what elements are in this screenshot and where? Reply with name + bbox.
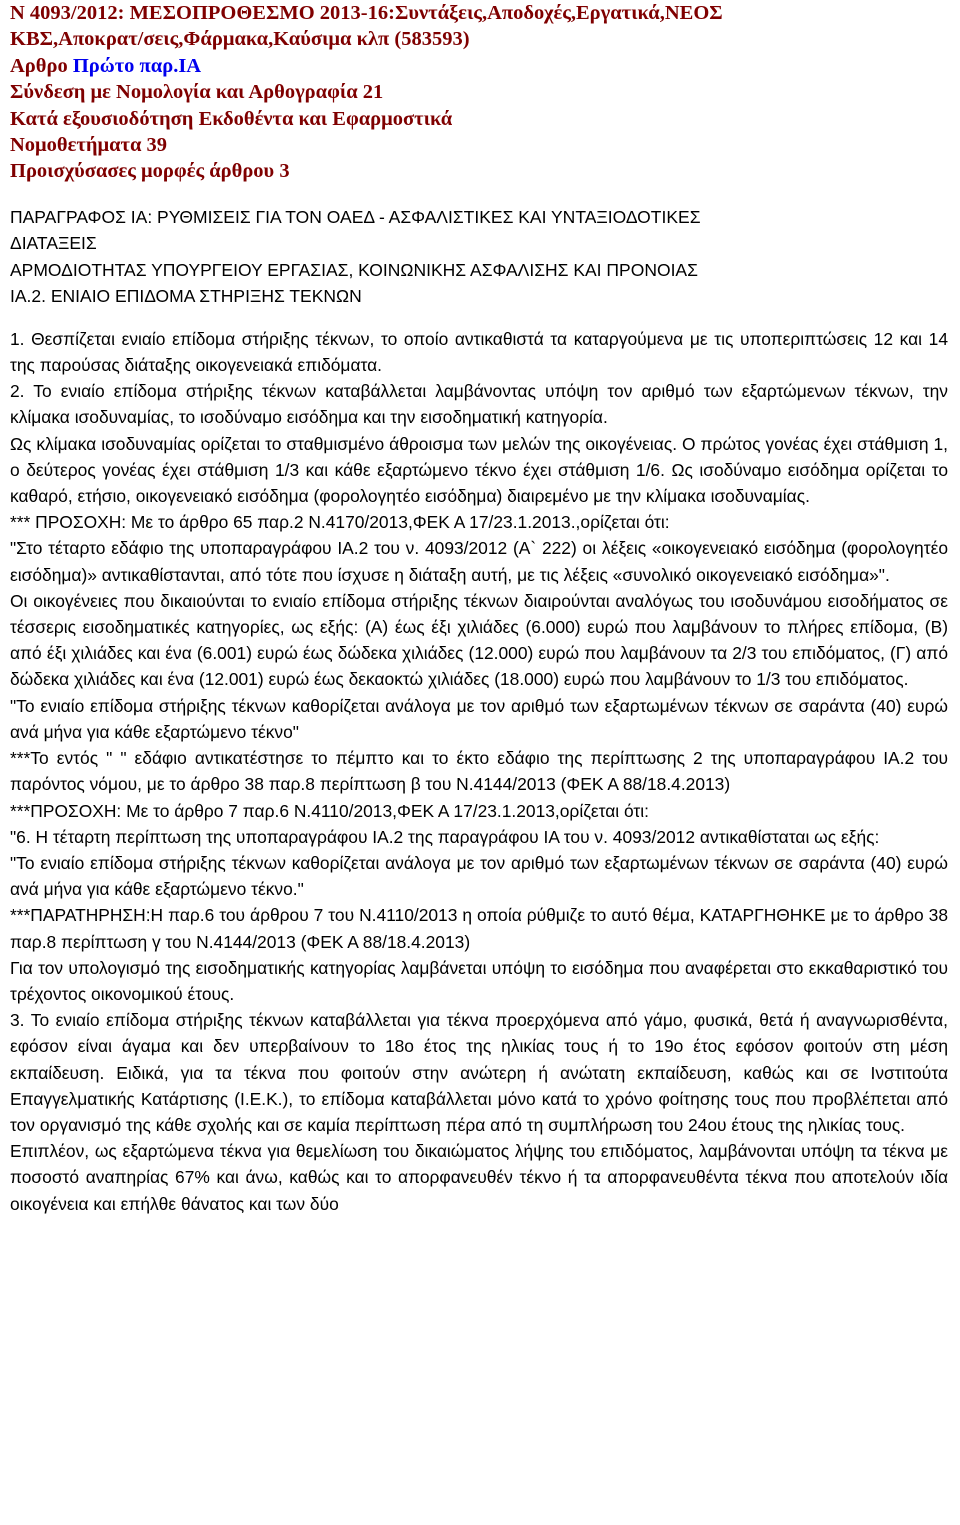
quoted-amendment-2-text: "Το ενιαίο επίδομα στήριξης τέκνων καθορίζεται ανάλογα με τον αριθμό των εξαρτωμένων τέκνων σε σαράντα (40) ευρώ ανά μήνα για κάθε εξαρτώμενο τέκνο." — [10, 852, 948, 900]
paragraph-dependent-children: Επιπλέον, ως εξαρτώμενα τέκνα για θεμελίωση του δικαιώματος λήψης του επιδόματος, λαμβάνονται υπόψη τα τέκνα με ποσοστό αναπηρίας 67% και άνω, καθώς και το απορφανευθέν τέκνο ή τα απορφανευθέντα τέκνα που αποτελούν ιδία οικογένεια και επήλθε θάνατος και των δύο — [10, 1141, 948, 1214]
observation-note: ***ΠΑΡΑΤΗΡΗΣΗ:Η παρ.6 του άρθρου 7 του Ν.4110/2013 η οποία ρύθμιζε το αυτό θέμα, ΚΑΤΑΡΓΗΘΗΚΕ με το άρθρο 38 παρ.8 περίπτωση γ του Ν.4144/2013 (ΦΕΚ Α 88/18.4.2013) — [10, 905, 948, 952]
article-link[interactable]: Πρώτο παρ.ΙΑ — [72, 54, 202, 77]
quoted-amount-clause: "Το ενιαίο επίδομα στήριξης τέκνων καθορίζεται ανάλογα με τον αριθμό των εξαρτωμένων τέκνων σε σαράντα (40) ευρώ ανά μήνα για κάθε εξαρτώμενο τέκνο" — [10, 695, 948, 742]
nomothetimata-link[interactable]: Νομοθετήματα 39 — [10, 134, 168, 157]
article-prefix: Αρθρο — [10, 54, 73, 77]
attention-note-1: *** ΠΡΟΣΟΧΗ: Με το άρθρο 65 παρ.2 Ν.4170/2013,ΦΕΚ Α 17/23.1.2013.,ορίζεται ότι: — [10, 512, 670, 533]
article-body — [10, 326, 948, 1217]
quoted-amendment-2-intro: "6. Η τέταρτη περίπτωση της υποπαραγράφου ΙΑ.2 της παραγράφου ΙΑ του ν. 4093/2012 αντικαθίσταται ως εξής: — [10, 826, 880, 847]
section-heading-line2: ΔΙΑΤΑΞΕΙΣ — [10, 233, 97, 254]
section-heading — [10, 204, 948, 310]
replacement-note: ***Το εντός " " εδάφιο αντικατέστησε το πέμπτο και το έκτο εδάφιο της περίπτωσης 2 της υποπαραγράφου ΙΑ.2 του παρόντος νόμου, με το άρθρο 38 παρ.8 περίπτωση β του Ν.4144/2013 (ΦΕΚ Α 88/18.4.2013) — [10, 748, 948, 795]
section-heading-line3: ΑΡΜΟΔΙΟΤΗΤΑΣ ΥΠΟΥΡΓΕΙΟΥ ΕΡΓΑΣΙΑΣ, ΚΟΙΝΩΝΙΚΗΣ ΑΣΦΑΛΙΣΗΣ ΚΑΙ ΠΡΟΝΟΙΑΣ — [10, 259, 698, 280]
related-links — [10, 79, 948, 185]
paragraph-equivalence-scale: Ως κλίμακα ισοδυναμίας ορίζεται το σταθμισμένο άθροισμα των μελών της οικογένειας. Ο πρώτος γονέας έχει στάθμιση 1, ο δεύτερος γονέας έχει στάθμιση 1/3 και κάθε εξαρτώμενο τέκνο έχει στάθμιση 1/6. Ως ισοδύναμο εισόδημα ορίζεται το καθαρό, ετήσιο, οικογενειακό εισόδημα (φορολογητέο εισόδημα) διαιρεμένο με την κλίμακα ισοδυναμίας. — [10, 433, 948, 507]
paragraph-1: 1. Θεσπίζεται ενιαίο επίδομα στήριξης τέκνων, το οποίο αντικαθιστά τα καταργούμενα με τις υποπεριπτώσεις 12 και 14 της παρούσας διάταξης οικογενειακά επιδόματα. — [10, 328, 948, 376]
article-line — [10, 53, 948, 79]
quoted-amendment-1: "Στο τέταρτο εδάφιο της υποπαραγράφου ΙΑ.2 του ν. 4093/2012 (Α` 222) οι λέξεις «οικογενειακό εισόδημα (φορολογητέο εισόδημα)» αντικαθίστανται, από τότε που ίσχυσε η διάταξη αυτή, με τις λέξεις «συνολικό οικογενειακό εισόδημα»". — [10, 538, 948, 585]
section-subheading: ΙΑ.2. ΕΝΙΑΙΟ ΕΠΙΔΟΜΑ ΣΤΗΡΙΞΗΣ ΤΕΚΝΩΝ — [10, 286, 362, 307]
law-title-line2: ΚΒΣ,Αποκρατ/σεις,Φάρμακα,Καύσιμα κλπ (583593) — [10, 28, 470, 51]
attention-note-2: ***ΠΡΟΣΟΧΗ: Με το άρθρο 7 παρ.6 Ν.4110/2013,ΦΕΚ Α 17/23.1.2013,ορίζεται ότι: — [10, 800, 649, 821]
paragraph-2: 2. Το ενιαίο επίδομα στήριξης τέκνων καταβάλλεται λαμβάνοντας υπόψη τον αριθμό των εξαρτώμενων τέκνων, την κλίμακα ισοδυναμίας, το ισοδύναμο εισόδημα και την εισοδηματική κατηγορία. — [10, 381, 948, 428]
previous-forms-link[interactable]: Προισχύσασες μορφές άρθρου 3 — [10, 160, 290, 183]
case-law-link[interactable]: Σύνδεση με Νομολογία και Αρθογραφία 21 — [10, 81, 384, 104]
law-title — [10, 0, 948, 79]
paragraph-income-calculation: Για τον υπολογισμό της εισοδηματικής κατηγορίας λαμβάνεται υπόψη το εισόδημα που αναφέρεται στο εκκαθαριστικό του τρέχοντος οικονομικού έτους. — [10, 957, 948, 1004]
section-heading-line1: ΠΑΡΑΓΡΑΦΟΣ ΙΑ: ΡΥΘΜΙΣΕΙΣ ΓΙΑ ΤΟΝ ΟΑΕΔ - ΑΣΦΑΛΙΣΤΙΚΕΣ ΚΑΙ ΥΝΤΑΞΙΟΔΟΤΙΚΕΣ — [10, 206, 701, 227]
law-title-line1: Ν 4093/2012: ΜΕΣΟΠΡΟΘΕΣΜΟ 2013-16:Συντάξεις,Αποδοχές,Εργατικά,ΝΕΟΣ — [10, 2, 723, 24]
delegated-acts-link[interactable]: Κατά εξουσιοδότηση Εκδοθέντα και Εφαρμοστικά — [10, 107, 453, 130]
paragraph-income-categories: Οι οικογένειες που δικαιούνται το ενιαίο επίδομα στήριξης τέκνων διαιρούνται αναλόγως του ισοδυνάμου εισοδήματος σε τέσσερις εισοδηματικές κατηγορίες, ως εξής: (Α) έως έξι χιλιάδες (6.000) ευρώ που λαμβάνουν το πλήρες επίδομα, (Β) από έξι χιλιάδες και ένα (6.001) ευρώ έως δώδεκα χιλιάδες (12.000) ευρώ που λαμβάνουν τα 2/3 του επιδόματος, (Γ) από δώδεκα χιλιάδες και ένα (12.001) ευρώ έως δεκαοκτώ χιλιάδες (18.000) ευρώ που λαμβάνουν το 1/3 του επιδόματος. — [10, 590, 948, 690]
paragraph-3: 3. Το ενιαίο επίδομα στήριξης τέκνων καταβάλλεται για τέκνα προερχόμενα από γάμο, φυσικά, θετά ή αναγνωρισθέντα, εφόσον είναι άγαμα και δεν υπερβαίνουν το 18ο έτος της ηλικίας τους ή το 19ο έτος εφόσον φοιτούν στη μέση εκπαίδευση. Ειδικά, για τα τέκνα που φοιτούν στην ανώτερη ή ανώτατη εκπαίδευση, καθώς και σε Ινστιτούτα Επαγγελματικής Κατάρτισης (Ι.Ε.Κ.), το επίδομα καταβάλλεται μόνο κατά το χρόνο φοίτησης τους που προβλέπεται από τον οργανισμό της κάθε σχολής και σε καμία περίπτωση πέρα από τη συμπλήρωση του 24ου έτους της ηλικίας τους. — [10, 1010, 948, 1135]
